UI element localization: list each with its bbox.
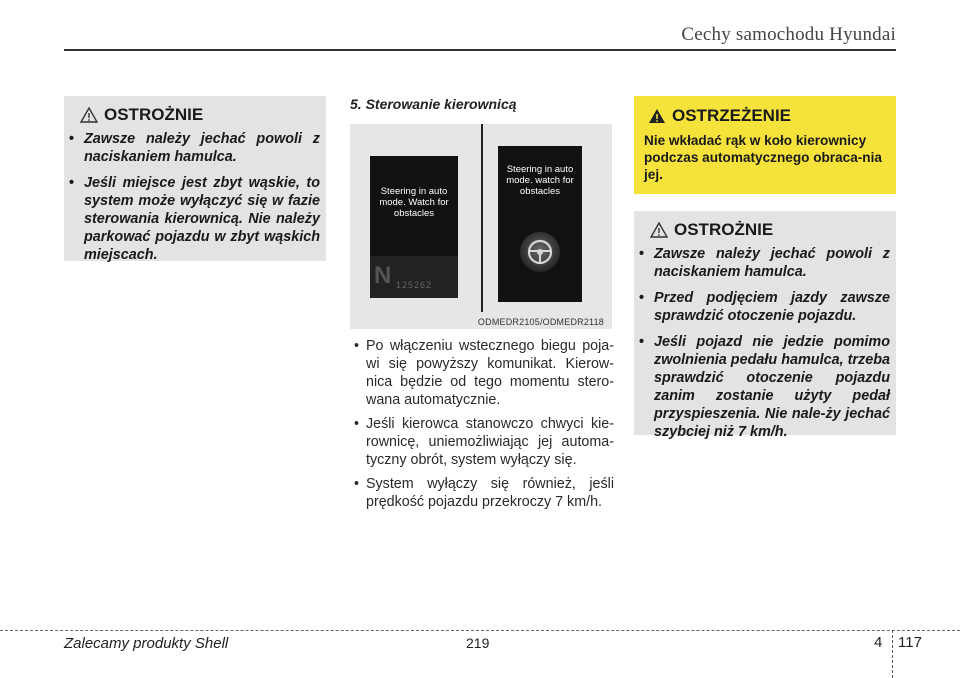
warning-title bbox=[648, 106, 791, 126]
right-caution-list bbox=[634, 245, 890, 449]
left-caution-title-text: OSTROŻNIE bbox=[104, 105, 204, 124]
center-bullet-list bbox=[350, 337, 614, 517]
section-title: 5. Sterowanie kierownicą bbox=[350, 96, 517, 112]
left-caution-box bbox=[64, 96, 326, 261]
header-rule bbox=[64, 49, 896, 51]
right-caution-title bbox=[650, 220, 773, 240]
right-caution-title-text: OSTROŻNIE bbox=[674, 220, 774, 239]
figure bbox=[350, 124, 612, 329]
list-item: • System wyłączy się również, jeśli prędkość pojazdu przekroczy 7 km/h. bbox=[350, 475, 614, 511]
warning-title-text: OSTRZEŻENIE bbox=[672, 106, 792, 125]
screen-left-message: Steering in auto mode. Watch for obstacles bbox=[379, 186, 449, 219]
footer-page-number: 117 bbox=[898, 634, 922, 651]
footer-chapter-number: 4 bbox=[874, 634, 883, 651]
left-caution-title bbox=[80, 105, 203, 125]
steering-wheel-icon bbox=[518, 230, 562, 274]
right-caution-item: • Przed podjęciem jazdy zawsze sprawdzić otoczenie pojazdu. bbox=[634, 289, 890, 325]
caution-triangle-icon bbox=[650, 222, 668, 238]
display-screen-left bbox=[370, 156, 458, 298]
left-caution-item: • Jeśli miejsce jest zbyt wąskie, to system może wyłączyć się w fazie sterowania kierownicą. Nie należy parkować pojazdu w zbyt wąskich miejscach. bbox=[64, 174, 320, 264]
warning-text: Nie wkładać rąk w koło kierownicy podczas automatycznego obraca-nia jej. bbox=[644, 133, 882, 182]
warning-box bbox=[634, 96, 896, 194]
left-caution-item: • Zawsze należy jechać powoli z naciskaniem hamulca. bbox=[64, 130, 320, 166]
left-caution-list bbox=[64, 130, 320, 272]
screen-left-odometer-band bbox=[370, 256, 458, 298]
right-caution-box bbox=[634, 211, 896, 440]
list-item: • Po włączeniu wstecznego biegu poja-wi się powyższy komunikat. Kierow-nica będzie od tego momentu stero-wana automatycznie. bbox=[350, 337, 614, 409]
display-screen-right bbox=[498, 146, 582, 302]
list-item: • Jeśli kierowca stanowczo chwyci kie-rownicę, uniemożliwiając jej automa-tyczny obrót, system wyłączy się. bbox=[350, 415, 614, 469]
right-caution-item: • Zawsze należy jechać powoli z naciskaniem hamulca. bbox=[634, 245, 890, 281]
footer-tagline: Zalecamy produkty Shell bbox=[64, 635, 229, 652]
figure-caption: ODMEDR2105/ODMEDR2118 bbox=[477, 317, 604, 327]
gear-indicator: N bbox=[374, 262, 392, 289]
footer-rule bbox=[0, 630, 960, 631]
header-title: Cechy samochodu Hyundai bbox=[681, 24, 896, 45]
right-caution-item: • Jeśli pojazd nie jedzie pomimo zwolnienia pedału hamulca, trzeba sprawdzić otoczenie pojazdu zanim zostanie użyty pedał przyspieszenia. Nie nale-ży jechać szybciej niż 7 km/h. bbox=[634, 333, 890, 441]
footer-separator bbox=[892, 630, 893, 678]
odometer-readout: 125262 bbox=[396, 280, 433, 290]
caution-triangle-icon bbox=[80, 107, 98, 123]
footer-sheet-number: 219 bbox=[466, 635, 490, 651]
screen-right-message: Steering in auto mode. watch for obstacles bbox=[506, 164, 574, 197]
figure-divider bbox=[481, 124, 483, 312]
warning-triangle-icon bbox=[648, 108, 666, 124]
